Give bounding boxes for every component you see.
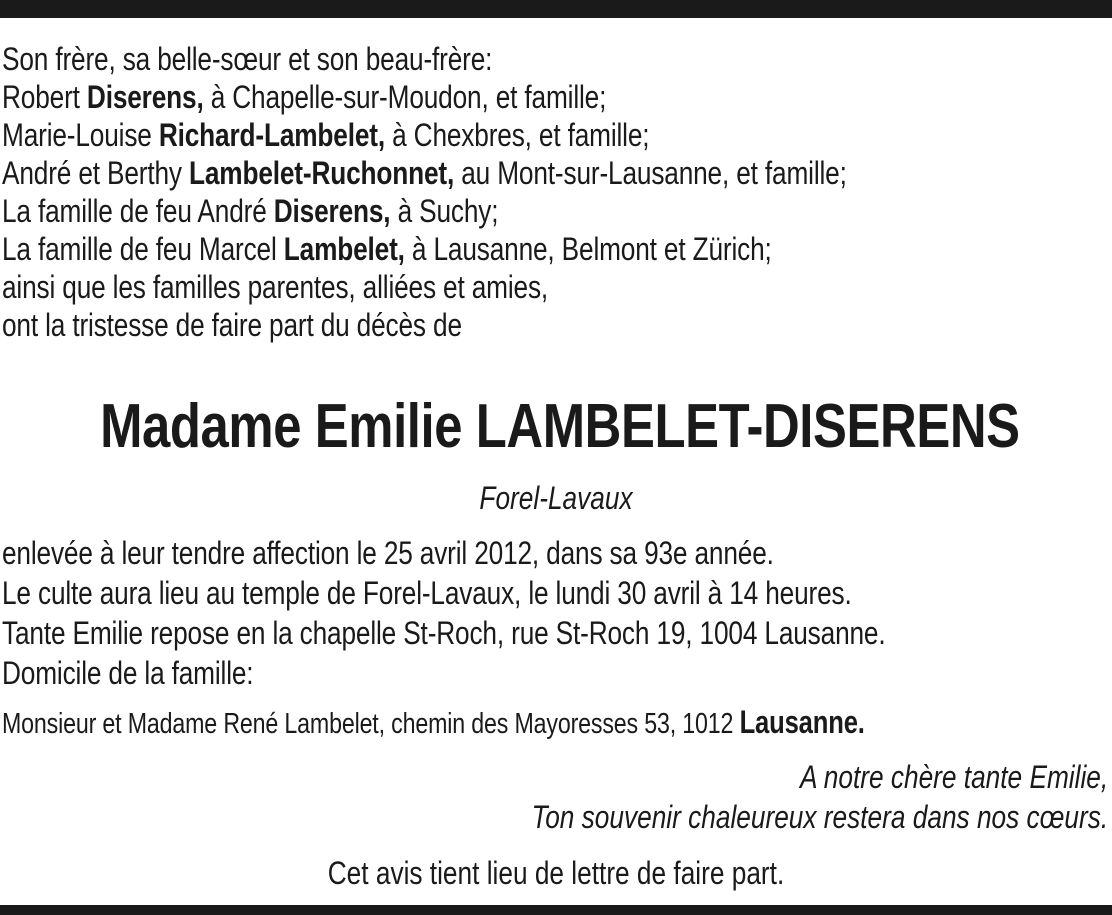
family-address [2, 703, 1080, 743]
footer-note: Cet avis tient lieu de lettre de faire part. [327, 855, 785, 891]
intro-section [2, 40, 1110, 344]
intro-text: à Chapelle-sur-Moudon, et famille; [203, 79, 607, 115]
intro-text: à Suchy; [390, 193, 499, 229]
details-line: Domicile de la famille: [2, 655, 254, 691]
family-name: Diserens, [273, 193, 391, 229]
intro-text: La famille de feu André [2, 193, 274, 229]
details-line: enlevée à leur tendre affection le 25 avril 2012, dans sa 93e année. [2, 535, 774, 571]
details-section [2, 533, 1110, 693]
intro-line: Son frère, sa belle-sœur et son beau-frère: [2, 41, 493, 77]
intro-line: ont la tristesse de faire part du décès de [2, 307, 462, 343]
bottom-border-rule [0, 905, 1112, 915]
details-line: Le culte aura lieu au temple de Forel-Lavaux, le lundi 30 avril à 14 heures. [2, 575, 852, 611]
verse-line: Ton souvenir chaleureux restera dans nos cœurs. [531, 799, 1108, 835]
intro-text: Robert [2, 79, 87, 115]
family-name: Diserens, [86, 79, 204, 115]
intro-line [2, 116, 911, 154]
intro-text: Marie-Louise [2, 117, 159, 153]
address-city: Lausanne. [739, 704, 865, 740]
intro-text: à Chexbres, et famille; [384, 117, 650, 153]
verse-section [405, 757, 1108, 837]
verse-line: A notre chère tante Emilie, [799, 759, 1108, 795]
intro-line [2, 154, 911, 192]
family-name: Lambelet, [283, 231, 405, 267]
intro-line [2, 230, 911, 268]
intro-text: André et Berthy [2, 155, 189, 191]
family-name: Richard-Lambelet, [158, 117, 385, 153]
family-name: Lambelet-Ruchonnet, [188, 155, 455, 191]
intro-text: au Mont-sur-Lausanne, et famille; [454, 155, 847, 191]
intro-line: ainsi que les familles parentes, alliées et amies, [2, 269, 549, 305]
deceased-place: Forel-Lavaux [479, 480, 633, 516]
intro-text: La famille de feu Marcel [2, 231, 284, 267]
deceased-name: Madame Emilie LAMBELET-DISERENS [100, 392, 1020, 461]
details-line: Tante Emilie repose en la chapelle St-Roch, rue St-Roch 19, 1004 Lausanne. [2, 615, 886, 651]
intro-text: à Lausanne, Belmont et Zürich; [404, 231, 772, 267]
top-border-rule [0, 0, 1112, 18]
intro-line [2, 192, 911, 230]
intro-line [2, 78, 911, 116]
address-text: Monsieur et Madame René Lambelet, chemin des Mayoresses 53, 1012 [2, 708, 740, 740]
address-line [2, 703, 865, 743]
